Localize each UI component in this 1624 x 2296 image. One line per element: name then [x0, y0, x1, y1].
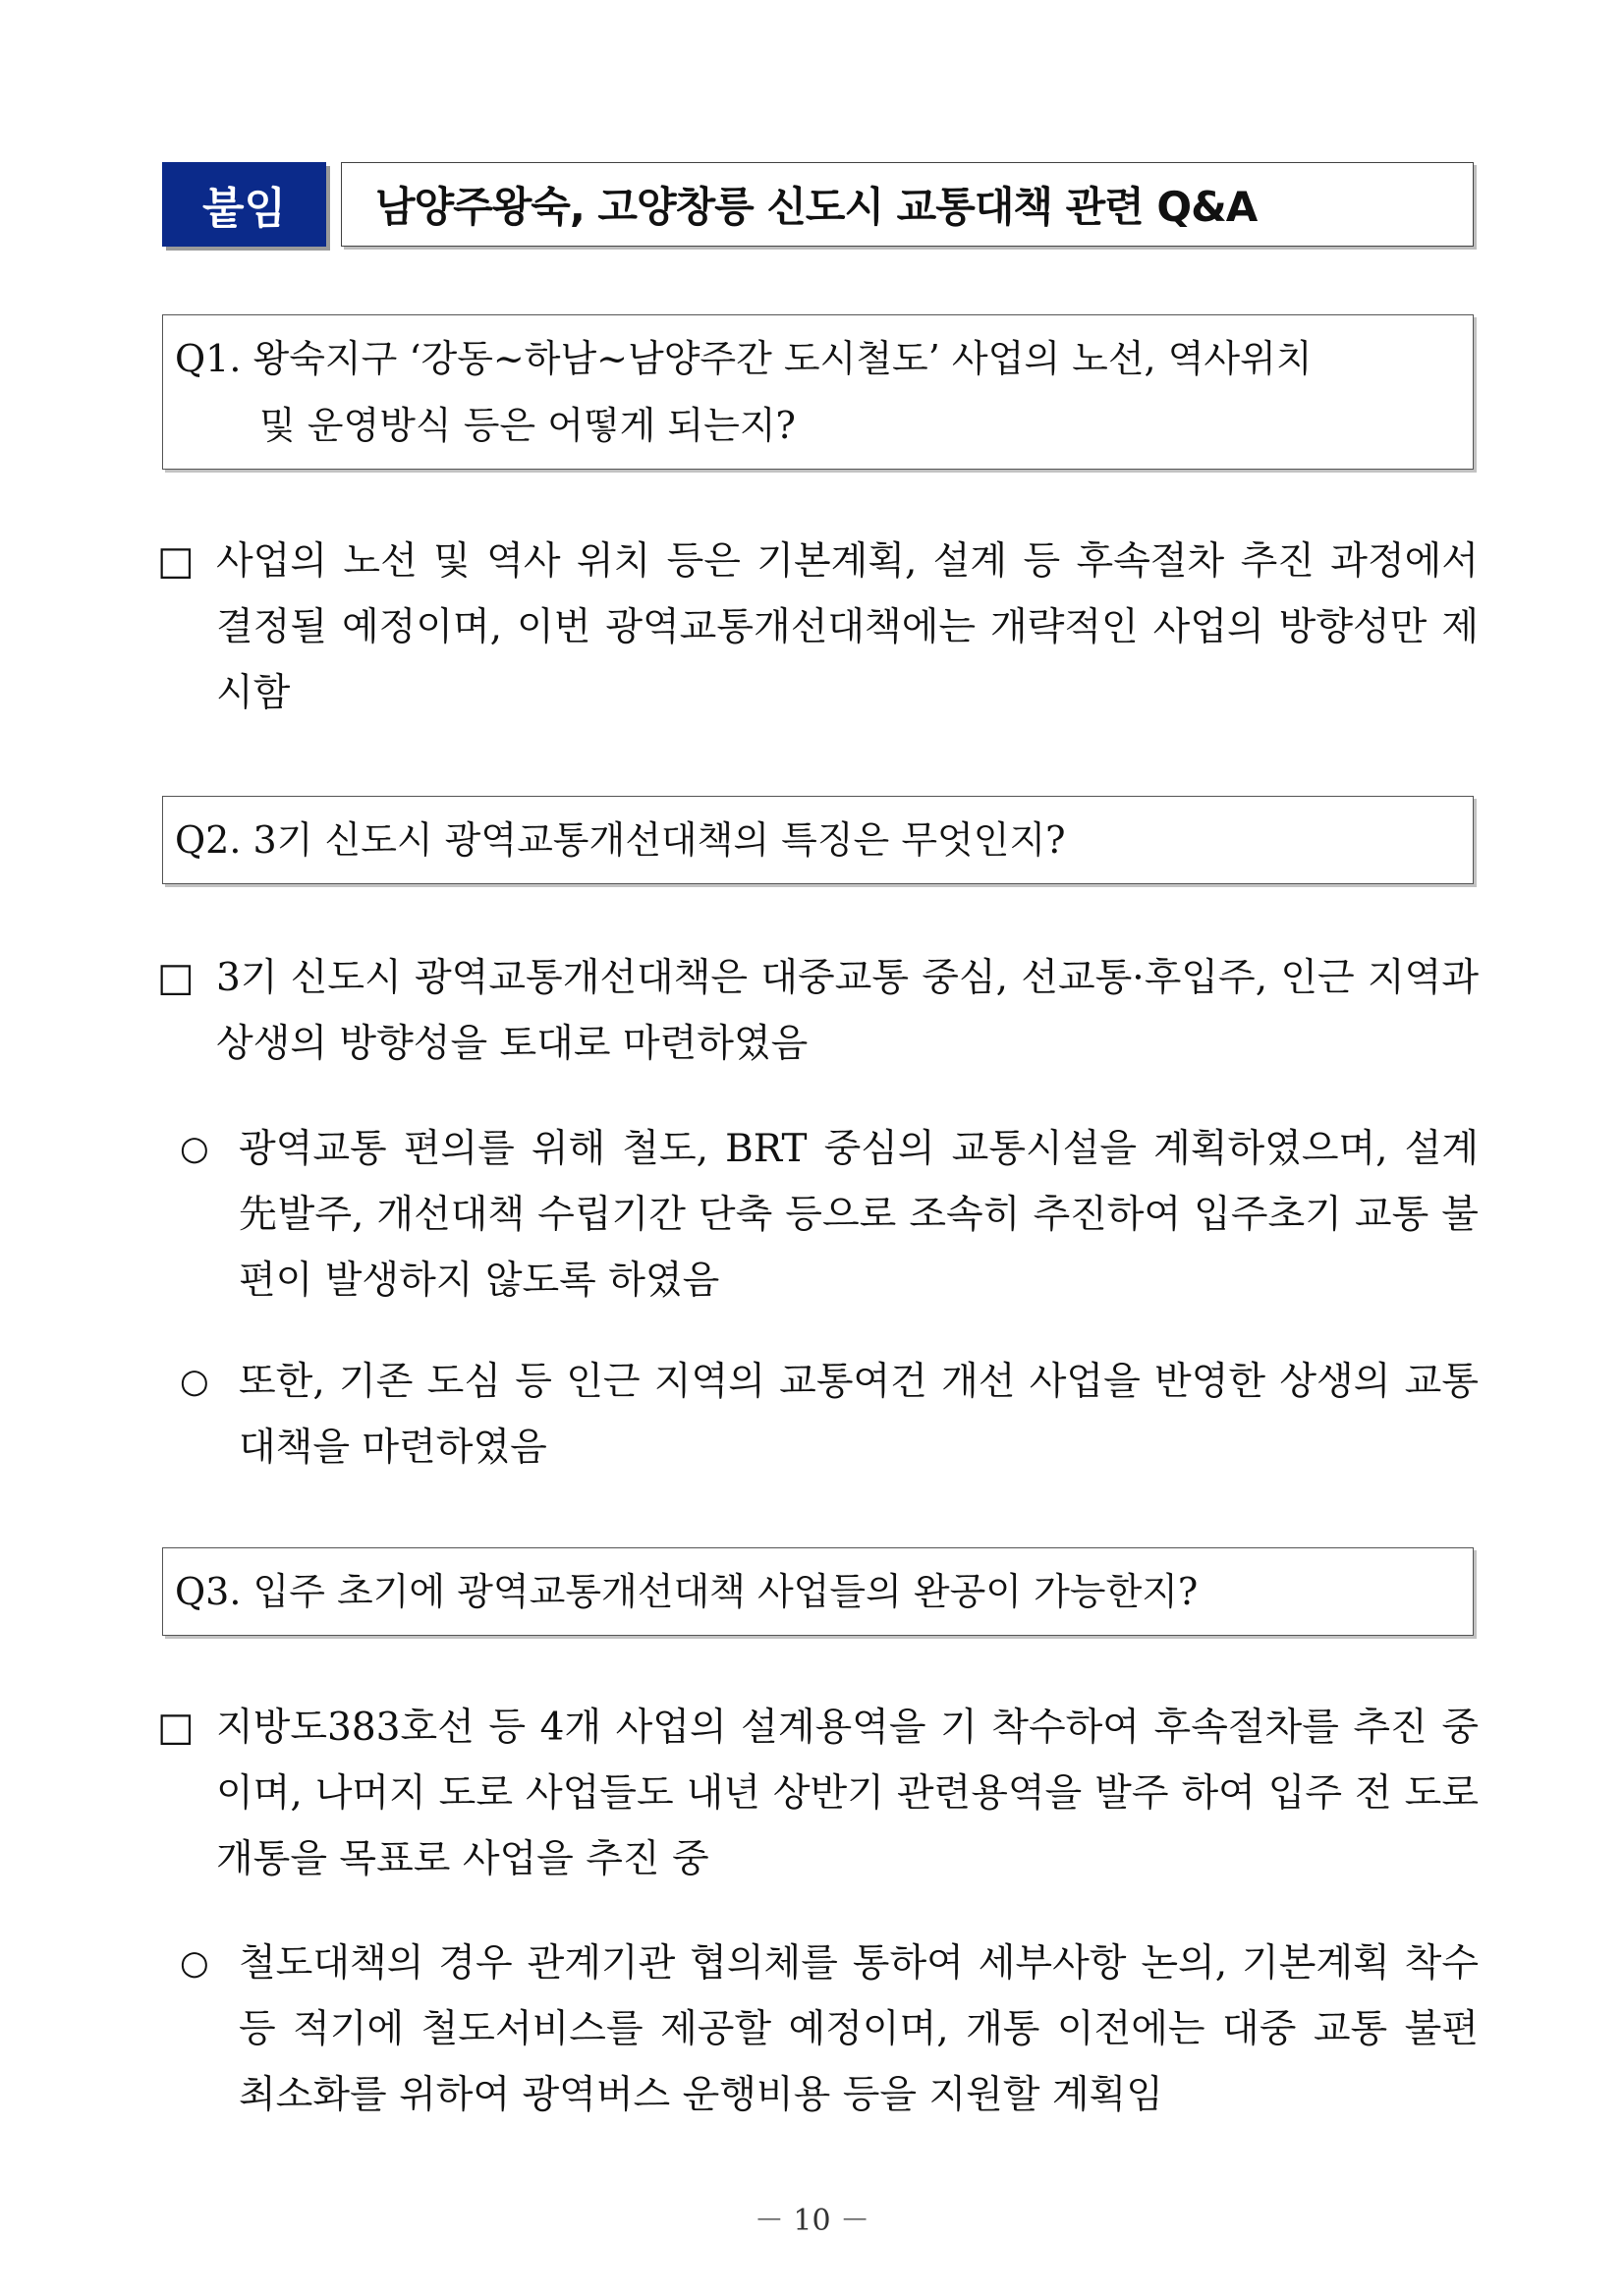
question-box-q1	[162, 314, 1474, 470]
page-header	[162, 162, 1474, 247]
checkbox-mark: □	[157, 538, 195, 584]
question-number: Q2.	[175, 818, 242, 862]
bullet-mark: ○	[180, 1943, 209, 1983]
attachment-tag: 붙임	[162, 162, 326, 247]
question-text: 입주 초기에 광역교통개선대책 사업들의 완공이 가능한지?	[252, 1570, 1199, 1613]
question-box-q2	[162, 796, 1474, 884]
answer-paragraph-3	[157, 1695, 1479, 1892]
bullet-mark: ○	[180, 1362, 209, 1401]
page-title: 남양주왕숙, 고양창릉 신도시 교통대책 관련 Q&A	[341, 162, 1474, 247]
question-text: 왕숙지구 ‘강동~하남~남양주간 도시철도’ 사업의 노선, 역사위치	[252, 337, 1313, 380]
question-text-continued: 및 운영방식 등은 어떻게 되는지?	[259, 404, 796, 447]
checkbox-mark: □	[157, 1705, 195, 1750]
answer-text: 사업의 노선 및 역사 위치 등은 기본계획, 설계 등 후속절차 추진 과정에서 결정될 예정이며, 이번 광역교통개선대책에는 개략적인 사업의 방향성만 제시함	[216, 539, 1479, 715]
question-number: Q1.	[175, 337, 242, 380]
page-number: － 10 －	[754, 2204, 870, 2238]
bullet-text: 광역교통 편의를 위해 철도, BRT 중심의 교통시설을 계획하였으며, 설계 先발주, 개선대책 수립기간 단축 등으로 조속히 추진하여 입주초기 교통 불편이 발생하지 않도록 하였음	[239, 1127, 1479, 1303]
answer-text: 3기 신도시 광역교통개선대책은 대중교통 중심, 선교통·후입주, 인근 지역과 상생의 방향성을 토대로 마련하였음	[216, 956, 1479, 1066]
bullet-text: 철도대책의 경우 관계기관 협의체를 통하여 세부사항 논의, 기본계획 착수 등 적기에 철도서비스를 제공할 예정이며, 개통 이전에는 대중 교통 불편 최소화를 위하여 광역버스 운행비용 등을 지원할 계획임	[239, 1941, 1479, 2117]
bullet-item	[180, 1349, 1479, 1481]
answer-paragraph-2	[157, 945, 1479, 1077]
question-text: 3기 신도시 광역교통개선대책의 특징은 무엇인지?	[252, 818, 1066, 862]
question-number: Q3.	[175, 1570, 242, 1613]
checkbox-mark: □	[157, 955, 195, 1000]
answer-paragraph-1	[157, 529, 1479, 726]
bullet-item	[180, 1116, 1479, 1314]
question-box-q3	[162, 1547, 1474, 1636]
bullet-text: 또한, 기존 도심 등 인근 지역의 교통여건 개선 사업을 반영한 상생의 교통대책을 마련하였음	[239, 1360, 1479, 1470]
answer-text: 지방도383호선 등 4개 사업의 설계용역을 기 착수하여 후속절차를 추진 중이며, 나머지 도로 사업들도 내년 상반기 관련용역을 발주 하여 입주 전 도로개통을 목표로 사업을 추진 중	[216, 1706, 1479, 1881]
bullet-mark: ○	[180, 1129, 209, 1168]
bullet-item	[180, 1931, 1479, 2128]
